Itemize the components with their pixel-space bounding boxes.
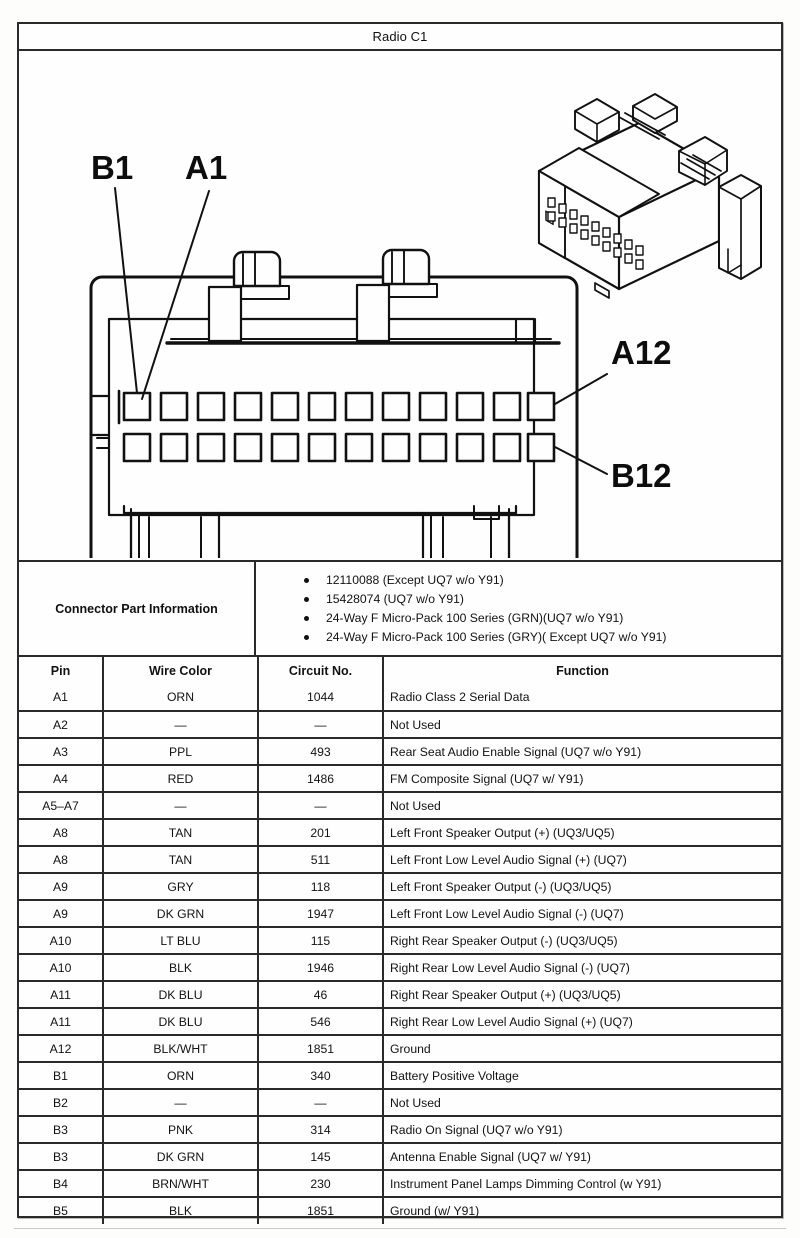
table-row [19,981,781,1008]
cell-function: FM Composite Signal (UQ7 w/ Y91) [383,765,781,792]
connector-face-view [91,250,577,558]
cell-wire: PNK [103,1116,258,1143]
cell-function: Instrument Panel Lamps Dimming Control (w Y91) [383,1170,781,1197]
cell-function: Right Rear Speaker Output (+) (UQ3/UQ5) [383,981,781,1008]
cell-circuit: 1947 [258,900,383,927]
cell-circuit: 145 [258,1143,383,1170]
part-number-list [298,571,773,647]
column-header-wire-color: Wire Color [103,657,258,684]
cell-circuit: 1851 [258,1035,383,1062]
callout-label-b12: B12 [611,457,672,494]
connector-end-view-document [17,22,783,1218]
cell-function: Not Used [383,1089,781,1116]
table-row [19,792,781,819]
cell-function: Antenna Enable Signal (UQ7 w/ Y91) [383,1143,781,1170]
table-row [19,954,781,981]
cell-pin: A9 [19,873,103,900]
cell-pin: A3 [19,738,103,765]
cell-wire: PPL [103,738,258,765]
table-row [19,1008,781,1035]
cell-function: Right Rear Speaker Output (-) (UQ3/UQ5) [383,927,781,954]
table-row [19,738,781,765]
cell-wire: — [103,711,258,738]
callout-label-a1: A1 [185,149,228,186]
cell-function: Not Used [383,711,781,738]
cell-function: Ground (w/ Y91) [390,1204,480,1218]
table-row [19,1062,781,1089]
cell-function: Left Front Low Level Audio Signal (-) (UQ7) [383,900,781,927]
cell-function: Not Used [383,792,781,819]
page-title: Radio C1 [372,29,428,44]
cell-wire: GRY [103,873,258,900]
page-baseline-rule [14,1228,786,1229]
cell-pin: A11 [19,981,103,1008]
cell-pin: B3 [19,1116,103,1143]
cell-function: Ground [383,1035,781,1062]
connector-illustration [19,51,781,562]
cell-circuit: 230 [258,1170,383,1197]
table-row [19,900,781,927]
table-row [19,1170,781,1197]
cell-pin: B3 [19,1143,103,1170]
cell-wire: TAN [103,819,258,846]
cell-circuit: 493 [258,738,383,765]
connector-3d-view [539,94,761,298]
cell-wire: DK GRN [103,900,258,927]
cell-pin: A10 [19,954,103,981]
pin-assignment-table [19,657,781,1224]
cell-pin: A1 [19,684,103,711]
table-row [19,1035,781,1062]
cell-function: Radio On Signal (UQ7 w/o Y91) [383,1116,781,1143]
cell-function: Left Front Speaker Output (+) (UQ3/UQ5) [383,819,781,846]
column-header-function: Function [556,663,609,678]
table-header-row [19,657,781,684]
column-header-circuit-no: Circuit No. [258,657,383,684]
cell-function: Left Front Speaker Output (-) (UQ3/UQ5) [383,873,781,900]
cell-function: Radio Class 2 Serial Data [383,684,781,711]
table-row [19,846,781,873]
cell-wire: DK GRN [103,1143,258,1170]
cell-pin: A11 [19,1008,103,1035]
cell-circuit: 1044 [258,684,383,711]
cell-pin: A4 [19,765,103,792]
cell-circuit: 201 [258,819,383,846]
table-row [19,1116,781,1143]
cell-wire: BLK/WHT [103,1035,258,1062]
cell-pin: B1 [19,1062,103,1089]
pin-table-body [19,684,781,1224]
part-number-item: 12110088 (Except UQ7 w/o Y91) [298,571,773,590]
cell-pin: B4 [19,1170,103,1197]
table-row [19,1089,781,1116]
part-number-item: 24-Way F Micro-Pack 100 Series (GRN)(UQ7 w/o Y91) [298,609,773,628]
cell-wire: BLK [103,1197,258,1224]
cell-pin: A10 [19,927,103,954]
cell-wire: RED [103,765,258,792]
cell-circuit: 1851 [258,1197,383,1224]
part-number-item: 15428074 (UQ7 w/o Y91) [298,590,773,609]
document-title-bar [19,24,781,51]
table-row [19,711,781,738]
cell-function: Battery Positive Voltage [383,1062,781,1089]
cell-circuit: 314 [258,1116,383,1143]
table-row [19,684,781,711]
cell-wire: BRN/WHT [103,1170,258,1197]
cell-wire: ORN [103,684,258,711]
cell-function: Rear Seat Audio Enable Signal (UQ7 w/o Y91) [383,738,781,765]
cell-pin: B2 [19,1089,103,1116]
connector-part-information-label: Connector Part Information [19,562,256,655]
cell-pin: A12 [19,1035,103,1062]
table-row [19,927,781,954]
cell-function: Left Front Low Level Audio Signal (+) (UQ7) [383,846,781,873]
connector-drawing-svg [19,51,781,558]
connector-part-information-list [256,562,781,655]
cell-circuit: — [258,1089,383,1116]
cell-circuit: — [258,711,383,738]
cell-pin: A8 [19,846,103,873]
cell-circuit: 46 [258,981,383,1008]
table-row [19,1143,781,1170]
cell-wire: ORN [103,1062,258,1089]
cell-function: Right Rear Low Level Audio Signal (+) (UQ7) [383,1008,781,1035]
connector-part-information-section [19,562,781,657]
callout-label-a12: A12 [611,334,672,371]
cell-circuit: 118 [258,873,383,900]
cell-wire: — [103,792,258,819]
table-row [19,1197,781,1224]
cell-circuit: 340 [258,1062,383,1089]
table-row [19,819,781,846]
cell-wire: BLK [103,954,258,981]
cell-pin: A8 [19,819,103,846]
table-row [19,765,781,792]
cell-pin: A2 [19,711,103,738]
pin-assignment-table-container [19,657,781,1216]
cell-wire: DK BLU [103,1008,258,1035]
cell-pin: A9 [19,900,103,927]
table-row [19,873,781,900]
column-header-pin: Pin [19,657,103,684]
cell-wire: DK BLU [103,981,258,1008]
cell-wire: TAN [103,846,258,873]
callout-label-b1: B1 [91,149,134,186]
cell-function: Right Rear Low Level Audio Signal (-) (UQ7) [383,954,781,981]
cell-wire: LT BLU [103,927,258,954]
cell-wire: — [103,1089,258,1116]
cell-pin: A5–A7 [19,792,103,819]
cell-circuit: 546 [258,1008,383,1035]
cell-pin: B5 [19,1197,103,1224]
cell-circuit: — [258,792,383,819]
cell-circuit: 511 [258,846,383,873]
part-number-item: 24-Way F Micro-Pack 100 Series (GRY)( Except UQ7 w/o Y91) [298,628,773,647]
cell-circuit: 1486 [258,765,383,792]
cell-circuit: 115 [258,927,383,954]
cell-circuit: 1946 [258,954,383,981]
